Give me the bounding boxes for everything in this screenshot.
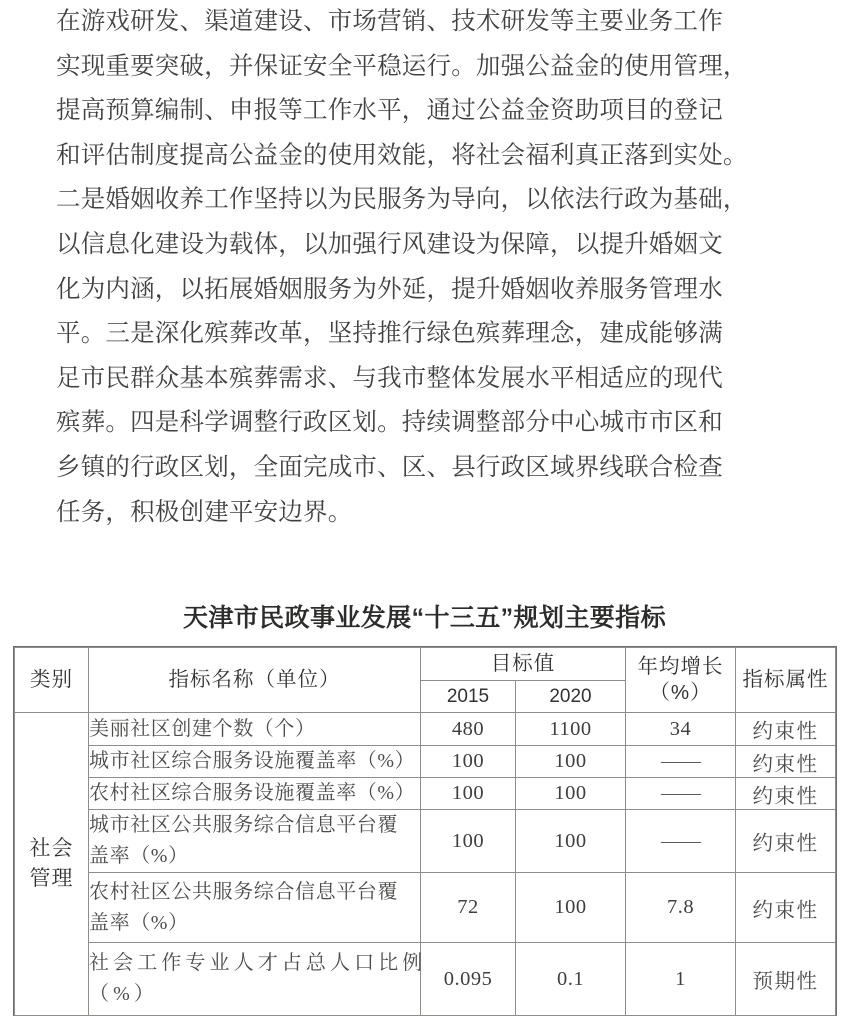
value-2020: 1100 [516,713,626,746]
value-2020: 100 [516,746,626,778]
category-cell-social-management [15,713,89,1016]
paragraph-line: 实现重要突破，并保证安全平稳运行。加强公益金的使用管理， [56,52,748,80]
indicator-name-cell [89,746,421,778]
paragraph-line: 和评估制度提高公益金的使用效能，将社会福利真正落到实处。 [56,141,748,169]
indicator-name-cell [89,873,421,943]
indicator-name-line: 农村社区综合服务设施覆盖率（%） [89,782,416,804]
paragraph-line: 任务，积极创建平安边界。 [56,498,353,526]
value-2020: 0.1 [516,943,626,1016]
table-title: 天津市民政事业发展“十三五”规划主要指标 [182,604,666,632]
value-attribute: 约束性 [736,713,836,746]
category-line1: 社会 [29,836,74,860]
header-year-2015: 2015 [421,681,516,713]
paragraph-line: 平。三是深化殡葬改革，坚持推行绿色殡葬理念，建成能够满 [56,320,723,348]
value-attribute: 约束性 [736,746,836,778]
indicator-name-line: （%） [89,983,158,1005]
indicator-name-cell [89,810,421,873]
value-2015: 100 [421,746,516,778]
value-growth: 7.8 [626,873,736,943]
value-growth: 1 [626,943,736,1016]
header-avg-growth-line1: 年均增长 [637,655,724,679]
header-avg-growth [626,648,736,713]
value-growth: —— [626,778,736,810]
indicator-name-line: 城市社区公共服务综合信息平台覆 [89,814,398,836]
paragraph-line: 足市民群众基本殡葬需求、与我市整体发展水平相适应的现代 [56,364,723,392]
value-2015: 0.095 [421,943,516,1016]
value-attribute: 约束性 [736,778,836,810]
value-2020: 100 [516,873,626,943]
indicator-name-line: 美丽社区创建个数（个） [89,717,316,740]
indicator-name-cell [89,713,421,746]
paragraph-line: 乡镇的行政区划，全面完成市、区、县行政区域界线联合检查 [56,453,723,481]
indicator-table [14,647,836,1016]
paragraph-line: 提高预算编制、申报等工作水平，通过公益金资助项目的登记 [56,97,723,125]
table-row [15,810,836,873]
paragraph-line: 在游戏研发、渠道建设、市场营销、技术研发等主要业务工作 [56,8,723,35]
paragraph-line: 殡葬。四是科学调整行政区划。持续调整部分中心城市市区和 [56,409,723,437]
value-attribute: 预期性 [736,943,836,1016]
value-2015: 72 [421,873,516,943]
table-row [15,778,836,810]
value-growth: —— [626,746,736,778]
indicator-name-line: 农村社区公共服务综合信息平台覆 [89,880,398,903]
table-row [15,746,836,778]
header-target-value: 目标值 [421,648,626,681]
value-2020: 100 [516,810,626,873]
value-2015: 480 [421,713,516,746]
indicator-name-line: 盖率（%） [89,911,189,934]
paragraph-line: 化为内涵，以拓展婚姻服务为外延，提升婚姻收养服务管理水 [56,275,723,303]
value-growth: —— [626,810,736,873]
value-growth: 34 [626,713,736,746]
indicator-name-line: 盖率（%） [89,845,189,867]
value-2015: 100 [421,810,516,873]
table-row [15,713,836,746]
category-line2: 管理 [29,867,74,890]
indicator-name-line: 城市社区综合服务设施覆盖率（%） [89,750,416,772]
header-category: 类别 [15,648,89,713]
paragraph-line: 以信息化建设为载体，以加强行风建设为保障，以提升婚姻文 [56,230,723,258]
table-row [15,873,836,943]
indicator-name-cell [89,778,421,810]
paragraph-line: 二是婚姻收养工作坚持以为民服务为导向，以依法行政为基础， [56,186,748,214]
value-attribute: 约束性 [736,810,836,873]
header-indicator-name: 指标名称（单位） [89,648,421,713]
indicator-name-line: 社会工作专业人才占总人口比例 [89,952,427,974]
header-attribute: 指标属性 [736,648,836,713]
value-2020: 100 [516,778,626,810]
indicator-name-cell [89,943,427,1016]
table-header-row-1 [15,648,836,681]
value-attribute: 约束性 [736,873,836,943]
document-body [56,0,798,535]
value-2015: 100 [421,778,516,810]
header-avg-growth-line2: （%） [649,681,712,704]
header-year-2020: 2020 [516,681,626,713]
table-row [15,943,836,1016]
